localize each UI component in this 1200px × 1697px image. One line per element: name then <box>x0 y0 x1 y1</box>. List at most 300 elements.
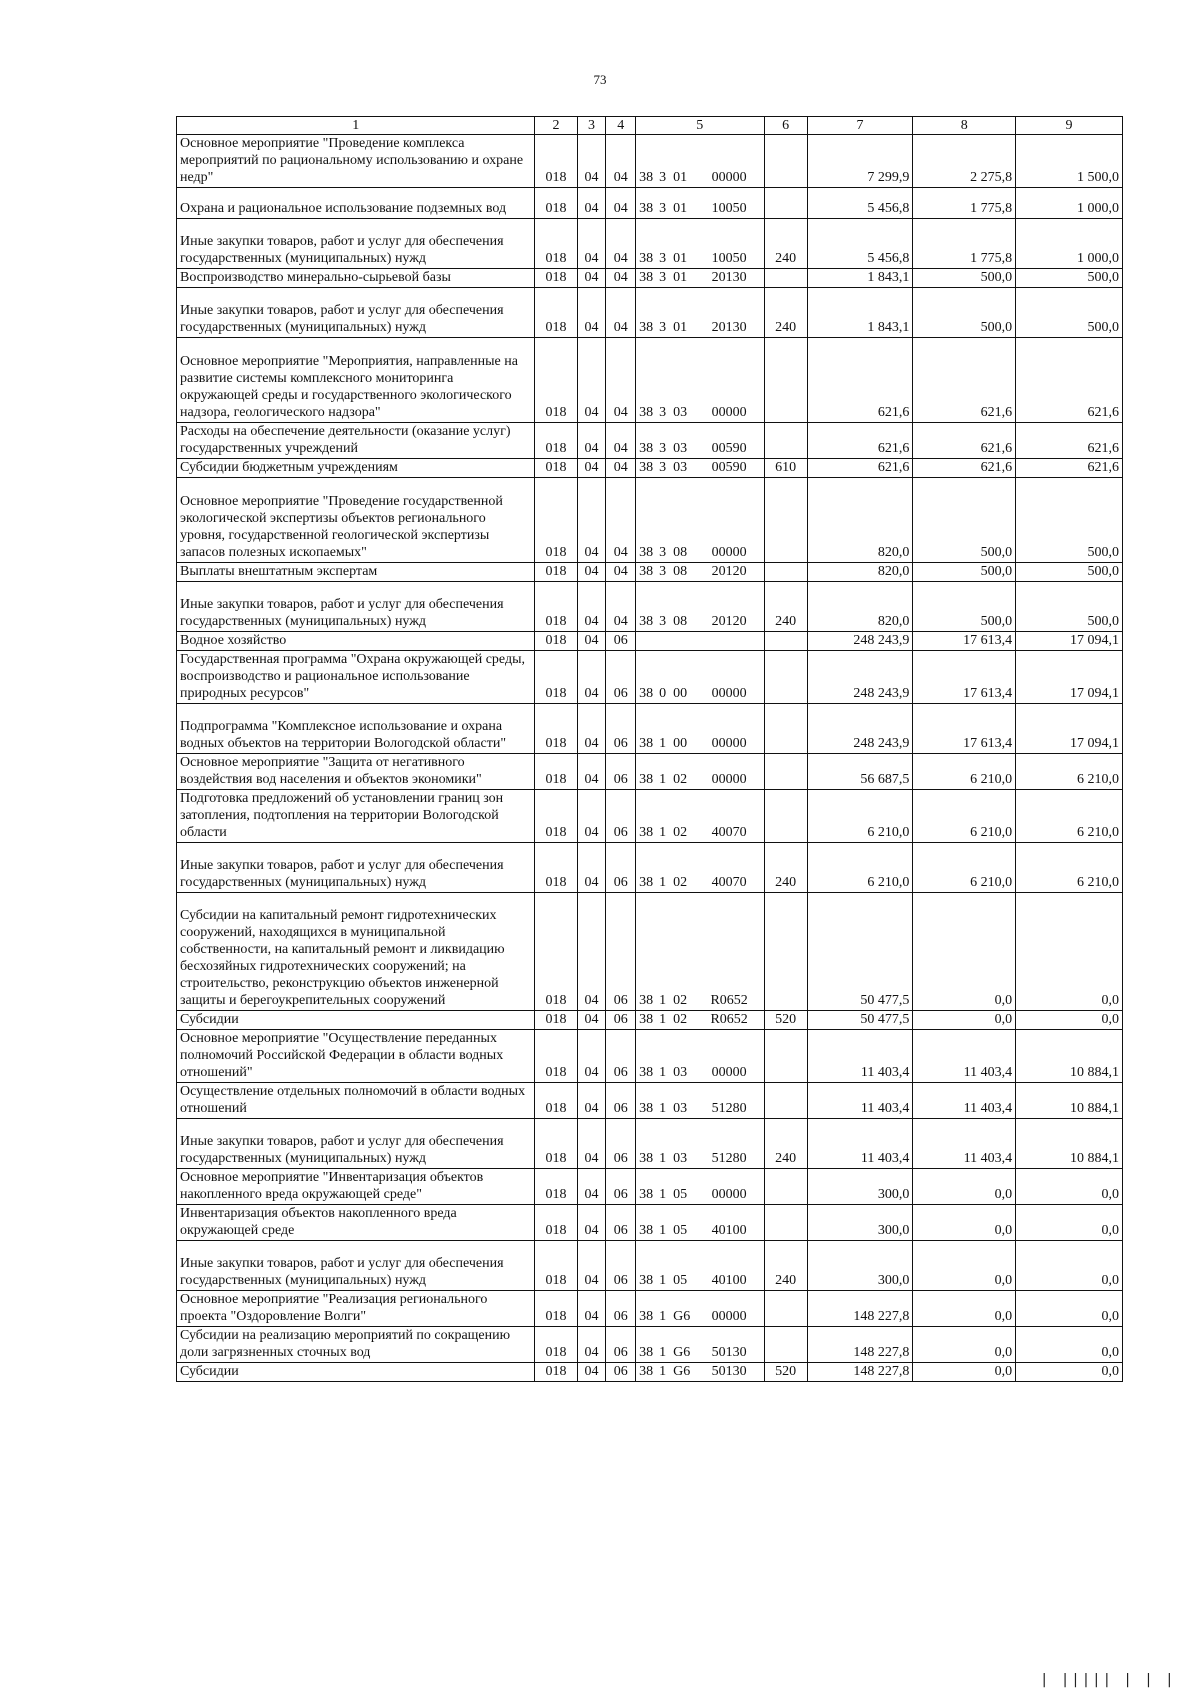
amount-col7: 1 843,1 <box>807 288 913 338</box>
article-direction-code: 20120 <box>711 564 747 579</box>
article-event-code: 03 <box>673 1151 688 1166</box>
amount-col7: 820,0 <box>807 582 913 632</box>
ministry-code: 018 <box>535 1363 577 1382</box>
article-event-code: 02 <box>673 875 688 890</box>
article-direction-code: 00590 <box>711 460 747 475</box>
subsection-code: 04 <box>606 219 636 269</box>
article-event-code: 05 <box>673 1273 688 1288</box>
table-row <box>177 135 1123 188</box>
row-name: Субсидии на капитальный ремонт гидротехнических сооружений, находящихся в муниципальной собственности, на капитальный ремонт и ликвидацию бесхозяйных гидротехнических сооружений; на строительство, реконструкцию объектов инженерной защиты и берегоукрепительных сооружений <box>177 893 535 1011</box>
expense-type-code <box>764 651 807 704</box>
article-subprogram-code: 3 <box>659 251 667 266</box>
amount-col9: 10 884,1 <box>1016 1030 1123 1083</box>
section-code: 04 <box>577 219 606 269</box>
article-direction-code: 00000 <box>711 686 747 701</box>
row-name: Основное мероприятие "Осуществление переданных полномочий Российской Федерации в области водных отношений" <box>177 1030 535 1083</box>
amount-col8: 6 210,0 <box>913 843 1016 893</box>
article-subprogram-code: 1 <box>659 1273 667 1288</box>
article-subprogram-code: 1 <box>659 772 667 787</box>
target-article-code <box>636 754 764 790</box>
ministry-code: 018 <box>535 1205 577 1241</box>
amount-col8: 0,0 <box>913 1205 1016 1241</box>
table-row <box>177 651 1123 704</box>
section-code: 04 <box>577 1205 606 1241</box>
article-program-code: 38 <box>639 993 654 1008</box>
subsection-code: 04 <box>606 135 636 188</box>
article-program-code: 38 <box>639 1187 654 1202</box>
article-event-code: 00 <box>673 686 688 701</box>
section-code: 04 <box>577 1169 606 1205</box>
amount-col9: 1 000,0 <box>1016 219 1123 269</box>
table-row <box>177 632 1123 651</box>
table-row <box>177 1291 1123 1327</box>
article-subprogram-code: 1 <box>659 1012 667 1027</box>
amount-col9: 500,0 <box>1016 478 1123 563</box>
amount-col7: 148 227,8 <box>807 1291 913 1327</box>
ministry-code: 018 <box>535 632 577 651</box>
row-name: Иные закупки товаров, работ и услуг для обеспечения государственных (муниципальных) нужд <box>177 1241 535 1291</box>
article-subprogram-code: 1 <box>659 1151 667 1166</box>
section-code: 04 <box>577 135 606 188</box>
target-article-code <box>636 704 764 754</box>
section-code: 04 <box>577 651 606 704</box>
article-subprogram-code: 1 <box>659 1101 667 1116</box>
amount-col9: 621,6 <box>1016 338 1123 423</box>
table-row <box>177 1030 1123 1083</box>
ministry-code: 018 <box>535 1030 577 1083</box>
amount-col7: 148 227,8 <box>807 1327 913 1363</box>
row-name: Основное мероприятие "Реализация регионального проекта "Оздоровление Волги" <box>177 1291 535 1327</box>
amount-col8: 6 210,0 <box>913 790 1016 843</box>
article-event-code: 08 <box>673 564 688 579</box>
table-row <box>177 790 1123 843</box>
article-program-code: 38 <box>639 614 654 629</box>
article-direction-code: 40070 <box>711 825 747 840</box>
article-event-code: 01 <box>673 270 688 285</box>
article-program-code: 38 <box>639 320 654 335</box>
ministry-code: 018 <box>535 1119 577 1169</box>
amount-col8: 0,0 <box>913 1011 1016 1030</box>
subsection-code: 06 <box>606 651 636 704</box>
expense-type-code <box>764 632 807 651</box>
article-program-code: 38 <box>639 460 654 475</box>
amount-col9: 1 000,0 <box>1016 188 1123 219</box>
section-code: 04 <box>577 1011 606 1030</box>
header-cell: 5 <box>636 117 764 135</box>
header-cell: 1 <box>177 117 535 135</box>
table-row <box>177 704 1123 754</box>
ministry-code: 018 <box>535 219 577 269</box>
table-row <box>177 219 1123 269</box>
article-event-code: G6 <box>673 1309 691 1324</box>
amount-col8: 621,6 <box>913 459 1016 478</box>
row-name: Субсидии <box>177 1363 535 1382</box>
article-direction-code: 40100 <box>711 1273 747 1288</box>
table-row <box>177 893 1123 1011</box>
article-direction-code: R0652 <box>710 993 748 1008</box>
article-program-code: 38 <box>639 1364 654 1379</box>
amount-col7: 5 456,8 <box>807 219 913 269</box>
target-article-code <box>636 423 764 459</box>
target-article-code <box>636 1030 764 1083</box>
section-code: 04 <box>577 1119 606 1169</box>
subsection-code: 06 <box>606 893 636 1011</box>
ministry-code: 018 <box>535 893 577 1011</box>
amount-col8: 500,0 <box>913 478 1016 563</box>
subsection-code: 06 <box>606 1119 636 1169</box>
article-direction-code: 40070 <box>711 875 747 890</box>
row-name: Субсидии бюджетным учреждениям <box>177 459 535 478</box>
row-name: Инвентаризация объектов накопленного вреда окружающей среде <box>177 1205 535 1241</box>
target-article-code <box>636 478 764 563</box>
article-subprogram-code: 3 <box>659 405 667 420</box>
article-direction-code: 00000 <box>711 772 747 787</box>
article-event-code: 05 <box>673 1223 688 1238</box>
target-article-code <box>636 1363 764 1382</box>
article-event-code: 03 <box>673 1065 688 1080</box>
subsection-code: 06 <box>606 790 636 843</box>
expense-type-code <box>764 188 807 219</box>
subsection-code: 06 <box>606 632 636 651</box>
subsection-code: 06 <box>606 1241 636 1291</box>
row-name: Осуществление отдельных полномочий в области водных отношений <box>177 1083 535 1119</box>
header-cell: 2 <box>535 117 577 135</box>
article-subprogram-code: 3 <box>659 320 667 335</box>
section-code: 04 <box>577 704 606 754</box>
amount-col9: 0,0 <box>1016 1363 1123 1382</box>
article-direction-code: 00000 <box>711 1309 747 1324</box>
article-program-code: 38 <box>639 564 654 579</box>
subsection-code: 06 <box>606 704 636 754</box>
target-article-code <box>636 790 764 843</box>
article-event-code: 00 <box>673 736 688 751</box>
article-direction-code: 10050 <box>711 201 747 216</box>
table-row <box>177 1169 1123 1205</box>
header-cell: 4 <box>606 117 636 135</box>
section-code: 04 <box>577 188 606 219</box>
article-direction-code: 40100 <box>711 1223 747 1238</box>
amount-col9: 17 094,1 <box>1016 651 1123 704</box>
target-article-code <box>636 1241 764 1291</box>
amount-col7: 56 687,5 <box>807 754 913 790</box>
row-name: Основное мероприятие "Мероприятия, направленные на развитие системы комплексного мониторинга окружающей среды и государственного экологического надзора, геологического надзора" <box>177 338 535 423</box>
section-code: 04 <box>577 288 606 338</box>
article-subprogram-code: 1 <box>659 736 667 751</box>
article-program-code: 38 <box>639 170 654 185</box>
target-article-code <box>636 1119 764 1169</box>
article-program-code: 38 <box>639 1151 654 1166</box>
article-event-code: 02 <box>673 825 688 840</box>
amount-col7: 7 299,9 <box>807 135 913 188</box>
table-row <box>177 563 1123 582</box>
row-name: Выплаты внештатным экспертам <box>177 563 535 582</box>
ministry-code: 018 <box>535 1241 577 1291</box>
section-code: 04 <box>577 1241 606 1291</box>
amount-col7: 621,6 <box>807 423 913 459</box>
ministry-code: 018 <box>535 423 577 459</box>
article-event-code: G6 <box>673 1364 691 1379</box>
target-article-code <box>636 188 764 219</box>
amount-col9: 0,0 <box>1016 1327 1123 1363</box>
table-row <box>177 269 1123 288</box>
section-code: 04 <box>577 269 606 288</box>
amount-col9: 0,0 <box>1016 1205 1123 1241</box>
expense-type-code: 240 <box>764 1119 807 1169</box>
article-event-code: 03 <box>673 441 688 456</box>
article-event-code: 03 <box>673 1101 688 1116</box>
subsection-code: 06 <box>606 1291 636 1327</box>
article-program-code: 38 <box>639 1309 654 1324</box>
amount-col8: 17 613,4 <box>913 632 1016 651</box>
table-row <box>177 1241 1123 1291</box>
header-cell: 6 <box>764 117 807 135</box>
row-name: Подготовка предложений об установлении границ зон затопления, подтопления на территории Вологодской области <box>177 790 535 843</box>
target-article-code <box>636 338 764 423</box>
target-article-code <box>636 219 764 269</box>
amount-col7: 820,0 <box>807 563 913 582</box>
article-direction-code: 00000 <box>711 170 747 185</box>
header-cell: 8 <box>913 117 1016 135</box>
amount-col7: 6 210,0 <box>807 790 913 843</box>
article-event-code: 08 <box>673 545 688 560</box>
expense-type-code <box>764 338 807 423</box>
article-event-code: 03 <box>673 460 688 475</box>
article-event-code: 01 <box>673 320 688 335</box>
table-row <box>177 843 1123 893</box>
amount-col9: 0,0 <box>1016 1291 1123 1327</box>
expense-type-code <box>764 893 807 1011</box>
article-program-code: 38 <box>639 825 654 840</box>
amount-col8: 17 613,4 <box>913 704 1016 754</box>
row-name: Субсидии на реализацию мероприятий по сокращению доли загрязненных сточных вод <box>177 1327 535 1363</box>
expense-type-code: 240 <box>764 843 807 893</box>
target-article-code <box>636 563 764 582</box>
amount-col8: 1 775,8 <box>913 188 1016 219</box>
target-article-code <box>636 135 764 188</box>
expense-type-code: 520 <box>764 1363 807 1382</box>
article-direction-code: 00590 <box>711 441 747 456</box>
article-subprogram-code: 1 <box>659 993 667 1008</box>
header-cell: 3 <box>577 117 606 135</box>
article-subprogram-code: 1 <box>659 1364 667 1379</box>
section-code: 04 <box>577 582 606 632</box>
ministry-code: 018 <box>535 1327 577 1363</box>
table-row <box>177 188 1123 219</box>
amount-col9: 1 500,0 <box>1016 135 1123 188</box>
row-name: Основное мероприятие "Защита от негативного воздействия вод населения и объектов экономики" <box>177 754 535 790</box>
amount-col8: 1 775,8 <box>913 219 1016 269</box>
expense-type-code <box>764 1205 807 1241</box>
row-name: Охрана и рациональное использование подземных вод <box>177 188 535 219</box>
row-name: Иные закупки товаров, работ и услуг для обеспечения государственных (муниципальных) нужд <box>177 582 535 632</box>
amount-col7: 50 477,5 <box>807 893 913 1011</box>
ministry-code: 018 <box>535 582 577 632</box>
section-code: 04 <box>577 1083 606 1119</box>
article-program-code: 38 <box>639 772 654 787</box>
article-subprogram-code: 1 <box>659 1223 667 1238</box>
ministry-code: 018 <box>535 704 577 754</box>
expense-type-code <box>764 1291 807 1327</box>
table-row <box>177 459 1123 478</box>
expense-type-code <box>764 478 807 563</box>
header-cell: 7 <box>807 117 913 135</box>
article-subprogram-code: 3 <box>659 170 667 185</box>
expense-type-code: 240 <box>764 1241 807 1291</box>
article-program-code: 38 <box>639 1273 654 1288</box>
subsection-code: 04 <box>606 338 636 423</box>
article-program-code: 38 <box>639 1065 654 1080</box>
target-article-code <box>636 1205 764 1241</box>
expense-type-code <box>764 1327 807 1363</box>
article-program-code: 38 <box>639 270 654 285</box>
target-article-code <box>636 269 764 288</box>
article-subprogram-code: 1 <box>659 875 667 890</box>
amount-col7: 621,6 <box>807 459 913 478</box>
amount-col9: 500,0 <box>1016 582 1123 632</box>
expense-type-code <box>764 1030 807 1083</box>
expense-type-code <box>764 704 807 754</box>
amount-col9: 17 094,1 <box>1016 632 1123 651</box>
article-event-code: 02 <box>673 1012 688 1027</box>
table-row <box>177 1011 1123 1030</box>
amount-col8: 17 613,4 <box>913 651 1016 704</box>
amount-col9: 0,0 <box>1016 1241 1123 1291</box>
amount-col9: 500,0 <box>1016 288 1123 338</box>
target-article-code <box>636 1169 764 1205</box>
amount-col9: 10 884,1 <box>1016 1083 1123 1119</box>
amount-col9: 500,0 <box>1016 563 1123 582</box>
amount-col9: 6 210,0 <box>1016 790 1123 843</box>
article-program-code: 38 <box>639 1223 654 1238</box>
article-event-code: 03 <box>673 405 688 420</box>
expense-type-code: 520 <box>764 1011 807 1030</box>
article-program-code: 38 <box>639 1345 654 1360</box>
article-program-code: 38 <box>639 201 654 216</box>
article-program-code: 38 <box>639 875 654 890</box>
row-name: Иные закупки товаров, работ и услуг для обеспечения государственных (муниципальных) нужд <box>177 219 535 269</box>
subsection-code: 06 <box>606 754 636 790</box>
section-code: 04 <box>577 1291 606 1327</box>
expense-type-code: 610 <box>764 459 807 478</box>
amount-col9: 6 210,0 <box>1016 843 1123 893</box>
article-event-code: 02 <box>673 772 688 787</box>
amount-col9: 621,6 <box>1016 423 1123 459</box>
article-direction-code: 10050 <box>711 251 747 266</box>
amount-col8: 0,0 <box>913 1327 1016 1363</box>
subsection-code: 06 <box>606 1030 636 1083</box>
amount-col7: 11 403,4 <box>807 1030 913 1083</box>
expense-type-code <box>764 269 807 288</box>
header-cell: 9 <box>1016 117 1123 135</box>
amount-col8: 6 210,0 <box>913 754 1016 790</box>
section-code: 04 <box>577 338 606 423</box>
article-direction-code: 20120 <box>711 614 747 629</box>
expense-type-code: 240 <box>764 219 807 269</box>
subsection-code: 04 <box>606 269 636 288</box>
section-code: 04 <box>577 632 606 651</box>
section-code: 04 <box>577 843 606 893</box>
article-program-code: 38 <box>639 1012 654 1027</box>
amount-col8: 11 403,4 <box>913 1119 1016 1169</box>
section-code: 04 <box>577 478 606 563</box>
row-name: Основное мероприятие "Инвентаризация объектов накопленного вреда окружающей среде" <box>177 1169 535 1205</box>
ministry-code: 018 <box>535 651 577 704</box>
amount-col8: 500,0 <box>913 563 1016 582</box>
table-row <box>177 1119 1123 1169</box>
expense-type-code <box>764 135 807 188</box>
article-direction-code: 00000 <box>711 736 747 751</box>
amount-col7: 11 403,4 <box>807 1083 913 1119</box>
amount-col7: 621,6 <box>807 338 913 423</box>
target-article-code <box>636 459 764 478</box>
scan-marks: | ||||| | | | <box>1040 1672 1176 1688</box>
article-direction-code: 00000 <box>711 545 747 560</box>
subsection-code: 04 <box>606 423 636 459</box>
ministry-code: 018 <box>535 563 577 582</box>
table-row <box>177 1205 1123 1241</box>
amount-col7: 300,0 <box>807 1241 913 1291</box>
article-subprogram-code: 1 <box>659 1065 667 1080</box>
amount-col9: 500,0 <box>1016 269 1123 288</box>
article-subprogram-code: 1 <box>659 1187 667 1202</box>
article-direction-code: 00000 <box>711 405 747 420</box>
section-code: 04 <box>577 1363 606 1382</box>
subsection-code: 04 <box>606 582 636 632</box>
subsection-code: 06 <box>606 843 636 893</box>
row-name: Иные закупки товаров, работ и услуг для обеспечения государственных (муниципальных) нужд <box>177 843 535 893</box>
article-subprogram-code: 1 <box>659 1345 667 1360</box>
target-article-code <box>636 843 764 893</box>
amount-col9: 6 210,0 <box>1016 754 1123 790</box>
subsection-code: 04 <box>606 288 636 338</box>
subsection-code: 04 <box>606 459 636 478</box>
article-direction-code: 51280 <box>711 1101 747 1116</box>
ministry-code: 018 <box>535 478 577 563</box>
amount-col8: 2 275,8 <box>913 135 1016 188</box>
article-event-code: 01 <box>673 170 688 185</box>
subsection-code: 06 <box>606 1363 636 1382</box>
section-code: 04 <box>577 893 606 1011</box>
article-direction-code: 20130 <box>711 320 747 335</box>
amount-col9: 0,0 <box>1016 893 1123 1011</box>
target-article-code <box>636 1083 764 1119</box>
ministry-code: 018 <box>535 135 577 188</box>
amount-col8: 0,0 <box>913 1363 1016 1382</box>
article-direction-code: 50130 <box>711 1364 747 1379</box>
article-direction-code: 20130 <box>711 270 747 285</box>
article-subprogram-code: 3 <box>659 545 667 560</box>
article-direction-code: 51280 <box>711 1151 747 1166</box>
table-row <box>177 338 1123 423</box>
amount-col8: 0,0 <box>913 893 1016 1011</box>
article-subprogram-code: 0 <box>659 686 667 701</box>
subsection-code: 04 <box>606 563 636 582</box>
table-row <box>177 423 1123 459</box>
article-subprogram-code: 3 <box>659 460 667 475</box>
amount-col7: 5 456,8 <box>807 188 913 219</box>
target-article-code <box>636 1291 764 1327</box>
article-program-code: 38 <box>639 736 654 751</box>
article-subprogram-code: 1 <box>659 1309 667 1324</box>
subsection-code: 04 <box>606 478 636 563</box>
target-article-code <box>636 288 764 338</box>
row-name: Иные закупки товаров, работ и услуг для обеспечения государственных (муниципальных) нужд <box>177 1119 535 1169</box>
article-program-code: 38 <box>639 405 654 420</box>
subsection-code: 04 <box>606 188 636 219</box>
article-event-code: 01 <box>673 201 688 216</box>
expense-type-code: 240 <box>764 582 807 632</box>
target-article-code <box>636 651 764 704</box>
